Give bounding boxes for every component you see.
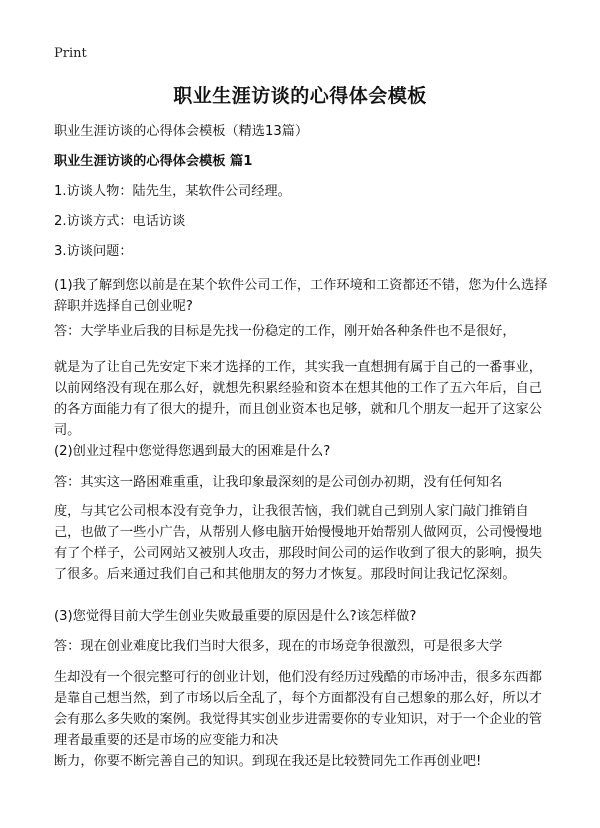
paragraph-interviewee: 1.访谈人物：陆先生，某软件公司经理。 (54, 184, 291, 199)
section-heading: 职业生涯访谈的心得体会模板 篇1 (54, 154, 253, 169)
answer-3-body: 生却没有一个很完整可行的创业计划，他们没有经历过残酷的市场冲击，很多东西都是靠自己想当然，到了市场以后全乱了，每个方面都没有自己想象的那么好，所以才会有那么多失败的案例。我觉得其实创业步进需要你的专业知识，对于一个企业的管理者最重要的还是市场的应变能力和决 (54, 670, 542, 748)
print-label: Print (54, 46, 87, 61)
paragraph-method: 2.访谈方式：电话访谈 (54, 214, 186, 229)
answer-1-body: 就是为了让自己先安定下来才选择的工作，其实我一直想拥有属于自己的一番事业，以前网络没有现在那么好，就想先积累经验和资本在想其他的工作了五六年后，自己的各方面能力有了很大的提升，而且创业资本也足够，就和几个朋友一起开了这家公司。 (54, 360, 542, 438)
question-1: (1)我了解到您以前是在某个软件公司工作，工作环境和工资都还不错，您为什么选择辞职并选择自己创业呢? (54, 278, 548, 314)
question-3: (3)您觉得目前大学生创业失败最重要的原因是什么?该怎样做? (54, 609, 417, 624)
answer-3-conclusion: 断力，你要不断完善自己的知识。到现在我还是比较赞同先工作再创业吧! (54, 754, 482, 769)
answer-3-first-line: 答：现在创业难度比我们当时大很多，现在的市场竞争很激烈，可是很多大学 (54, 639, 503, 654)
paragraph-questions: 3.访谈问题： (54, 244, 133, 259)
answer-2-first-line: 答：其实这一路困难重重，让我印象最深刻的是公司创办初期，没有任何知名 (54, 475, 503, 490)
subtitle: 职业生涯访谈的心得体会模板（精选13篇） (54, 124, 309, 139)
answer-1-first-line: 答：大学毕业后我的目标是先找一份稳定的工作，刚开始各种条件也不是很好， (54, 324, 516, 339)
page-title: 职业生涯访谈的心得体会模板 (173, 85, 427, 107)
question-2: (2)创业过程中您觉得您遇到最大的困难是什么? (54, 444, 331, 459)
answer-2-body: 度，与其它公司根本没有竞争力，让我很苦恼，我们就自己到别人家门敲门推销自己，也做了一些小广告，从帮别人修电脑开始慢慢地开始帮别人做网页，公司慢慢地有了个样子，公司网站又被别人攻击，那段时间公司的运作收到了很大的影响，损失了很多。后来通过我们自己和其他朋友的努力才恢复。那段时间让我记忆深刻。 (54, 504, 542, 582)
